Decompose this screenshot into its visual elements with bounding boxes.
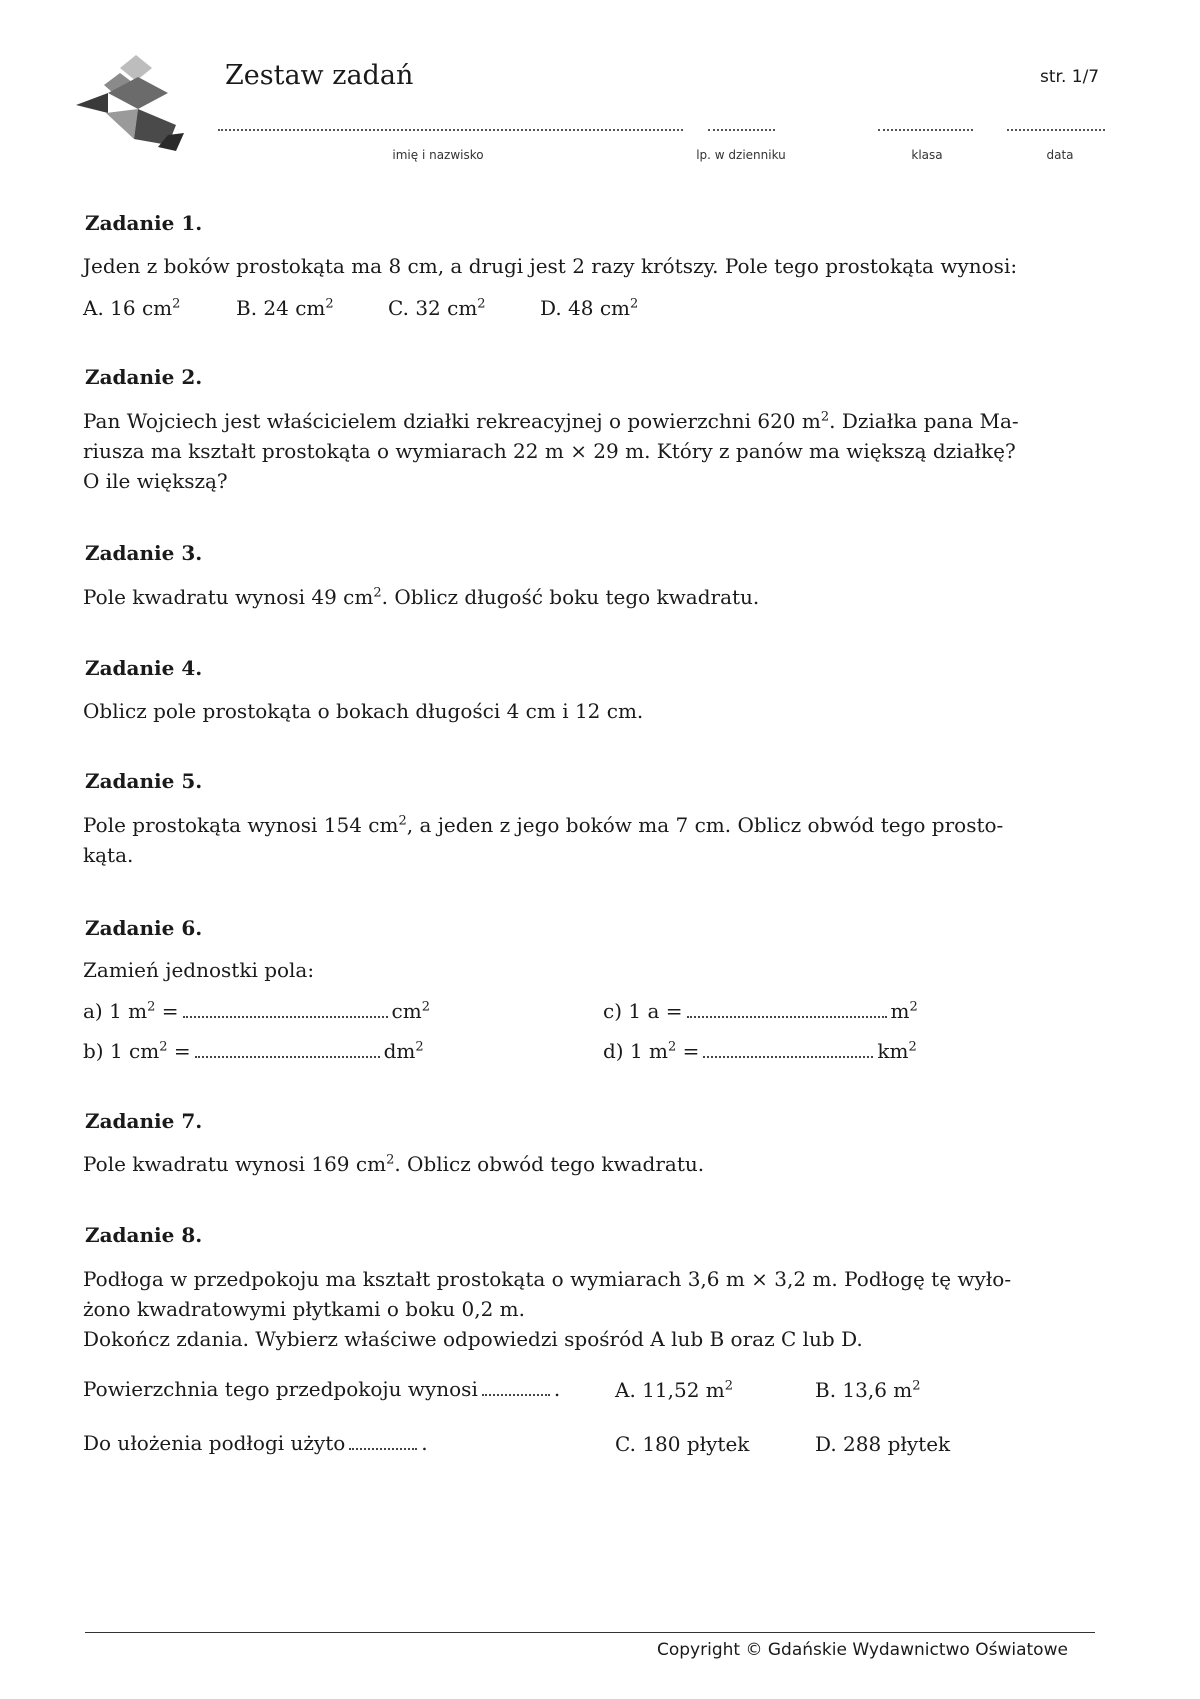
date-field[interactable]: [1007, 127, 1105, 131]
class-label: klasa: [911, 148, 943, 162]
name-label: imię i nazwisko: [392, 148, 484, 162]
task-3-text: Pole kwadratu wynosi 49 $cm^2$. Oblicz długość boku tego kwadratu.: [83, 585, 760, 609]
task-8-option-b[interactable]: B. 13,6 $m^2$: [815, 1378, 921, 1402]
answer-field-s1[interactable]: [482, 1376, 550, 1396]
date-label: data: [1046, 148, 1074, 162]
task-2-title: Zadanie 2.: [85, 365, 203, 389]
task-5-title: Zadanie 5.: [85, 769, 203, 793]
task-2-line-1: Pan Wojciech jest właścicielem działki rekreacyjnej o powierzchni 620 $m^2$. Działka pana Ma-: [83, 409, 1019, 433]
task-4-text: Oblicz pole prostokąta o bokach długości 4 cm i 12 cm.: [83, 699, 644, 723]
task-1-option-b[interactable]: B. 24 $cm^2$: [236, 296, 334, 320]
copyright-text: Copyright © Gdańskie Wydawnictwo Oświatowe: [657, 1640, 1068, 1660]
footer-divider: [85, 1632, 1095, 1633]
task-8-option-d[interactable]: D. 288 płytek: [815, 1432, 951, 1456]
answer-field-b[interactable]: [195, 1038, 380, 1058]
task-8-title: Zadanie 8.: [85, 1223, 203, 1247]
task-1-text: Jeden z boków prostokąta ma 8 cm, a drugi jest 2 razy krótszy. Pole tego prostokąta wynosi:: [83, 254, 1018, 278]
task-8-sentence-2: Do ułożenia podłogi użyto .: [83, 1431, 428, 1455]
task-1-option-d[interactable]: D. 48 $cm^2$: [540, 296, 639, 320]
task-3-title: Zadanie 3.: [85, 541, 203, 565]
task-4-title: Zadanie 4.: [85, 656, 203, 680]
task-8-line-2: żono kwadratowymi płytkami o boku 0,2 m.: [83, 1297, 525, 1321]
task-1-title: Zadanie 1.: [85, 211, 203, 235]
class-field[interactable]: [878, 127, 973, 131]
task-7-text: Pole kwadratu wynosi 169 $cm^2$. Oblicz obwód tego kwadratu.: [83, 1152, 705, 1176]
task-1-option-a[interactable]: A. 16 $cm^2$: [83, 296, 181, 320]
publisher-logo: [76, 55, 184, 151]
name-field[interactable]: [218, 127, 683, 131]
task-1-option-c[interactable]: C. 32 $cm^2$: [388, 296, 486, 320]
task-7-title: Zadanie 7.: [85, 1109, 203, 1133]
task-6-intro: Zamień jednostki pola:: [83, 958, 315, 982]
task-6-item-c: c) 1 $a = m^2$: [603, 999, 918, 1023]
task-5-line-1: Pole prostokąta wynosi 154 $cm^2$, a jeden z jego boków ma 7 cm. Oblicz obwód tego prosto-: [83, 813, 1004, 837]
number-field[interactable]: [708, 127, 775, 131]
task-6-item-d: d) 1 $m^2 = km^2$: [603, 1039, 917, 1063]
answer-field-d[interactable]: [703, 1038, 873, 1058]
page-number: str. 1/7: [1040, 67, 1100, 87]
task-5-line-2: kąta.: [83, 843, 134, 867]
number-label: lp. w dzienniku: [696, 148, 786, 162]
answer-field-a[interactable]: [183, 998, 388, 1018]
answer-field-s2[interactable]: [349, 1430, 417, 1450]
task-2-line-2: riusza ma kształt prostokąta o wymiarach 22 m × 29 m. Który z panów ma większą działkę?: [83, 439, 1016, 463]
answer-field-c[interactable]: [687, 998, 887, 1018]
task-8-option-c[interactable]: C. 180 płytek: [615, 1432, 750, 1456]
task-6-item-a: a) 1 $m^2 = cm^2$: [83, 999, 430, 1023]
page-title: Zestaw zadań: [225, 60, 414, 91]
task-8-option-a[interactable]: A. 11,52 $m^2$: [615, 1378, 734, 1402]
task-8-sentence-1: Powierzchnia tego przedpokoju wynosi .: [83, 1377, 561, 1401]
task-6-item-b: b) 1 $cm^2 = dm^2$: [83, 1039, 424, 1063]
task-2-line-3: O ile większą?: [83, 469, 228, 493]
task-8-line-1: Podłoga w przedpokoju ma kształt prostokąta o wymiarach 3,6 m × 3,2 m. Podłogę tę wyło-: [83, 1267, 1012, 1291]
task-6-title: Zadanie 6.: [85, 916, 203, 940]
task-8-line-3: Dokończ zdania. Wybierz właściwe odpowiedzi spośród A lub B oraz C lub D.: [83, 1327, 863, 1351]
